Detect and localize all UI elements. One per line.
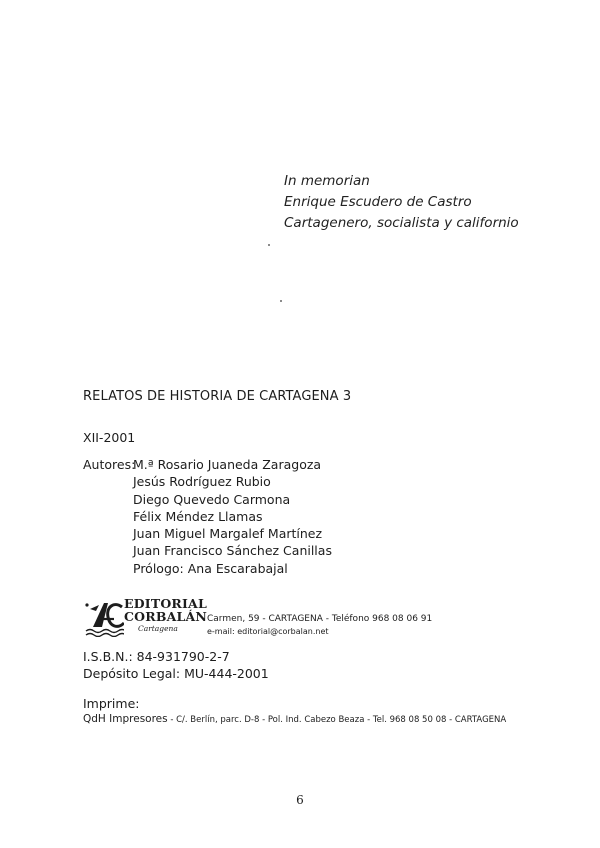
publisher-name-line-2: CORBALÁN [124,609,208,624]
publisher-block [80,595,480,641]
authors-list [133,456,332,577]
publisher-logo-icon [84,597,124,637]
printer-name: QdH Impresores [83,713,168,725]
author-name: Juan Francisco Sánchez Canillas [133,543,332,559]
scan-speck [280,300,282,302]
author-name: M.ª Rosario Juaneda Zaragoza [133,457,322,472]
page-number: 6 [296,793,304,807]
printer-details: - C/. Berlín, parc. D-8 - Pol. Ind. Cabezo Beaza - Tel. 968 08 50 08 - CARTAGENA [167,715,507,725]
publisher-address: Carmen, 59 - CARTAGENA - Teléfono 968 08 06 91 [207,614,433,624]
authors-block [83,456,332,577]
author-name: Diego Quevedo Carmona [133,491,291,507]
author-name: Juan Miguel Margalef Martínez [133,526,323,542]
publisher-logo [80,595,208,639]
legal-deposit: Depósito Legal: MU-444-2001 [83,666,269,681]
publisher-email: e-mail: editorial@corbalan.net [207,627,329,636]
scan-speck [268,244,270,246]
isbn: I.S.B.N.: 84-931790-2-7 [83,649,230,664]
publication-date: XII-2001 [83,430,136,445]
dedication-line-2: Enrique Escudero de Castro [284,194,472,210]
prologue-credit: Prólogo: Ana Escarabajal [133,560,288,576]
publisher-city: Cartagena [138,624,178,633]
dedication-line-3: Cartagenero, socialista y californio [284,215,519,231]
authors-label: Autores: [83,457,136,472]
author-name: Jesús Rodríguez Rubio [133,474,271,490]
printer-info [83,713,506,725]
author-name: Félix Méndez Llamas [133,508,263,524]
publisher-name-line-1: EDITORIAL [124,596,207,611]
printer-label: Imprime: [83,696,140,711]
dedication [284,171,519,234]
dedication-line-1: In memorian [284,173,370,189]
series-title: RELATOS DE HISTORIA DE CARTAGENA 3 [83,389,352,404]
